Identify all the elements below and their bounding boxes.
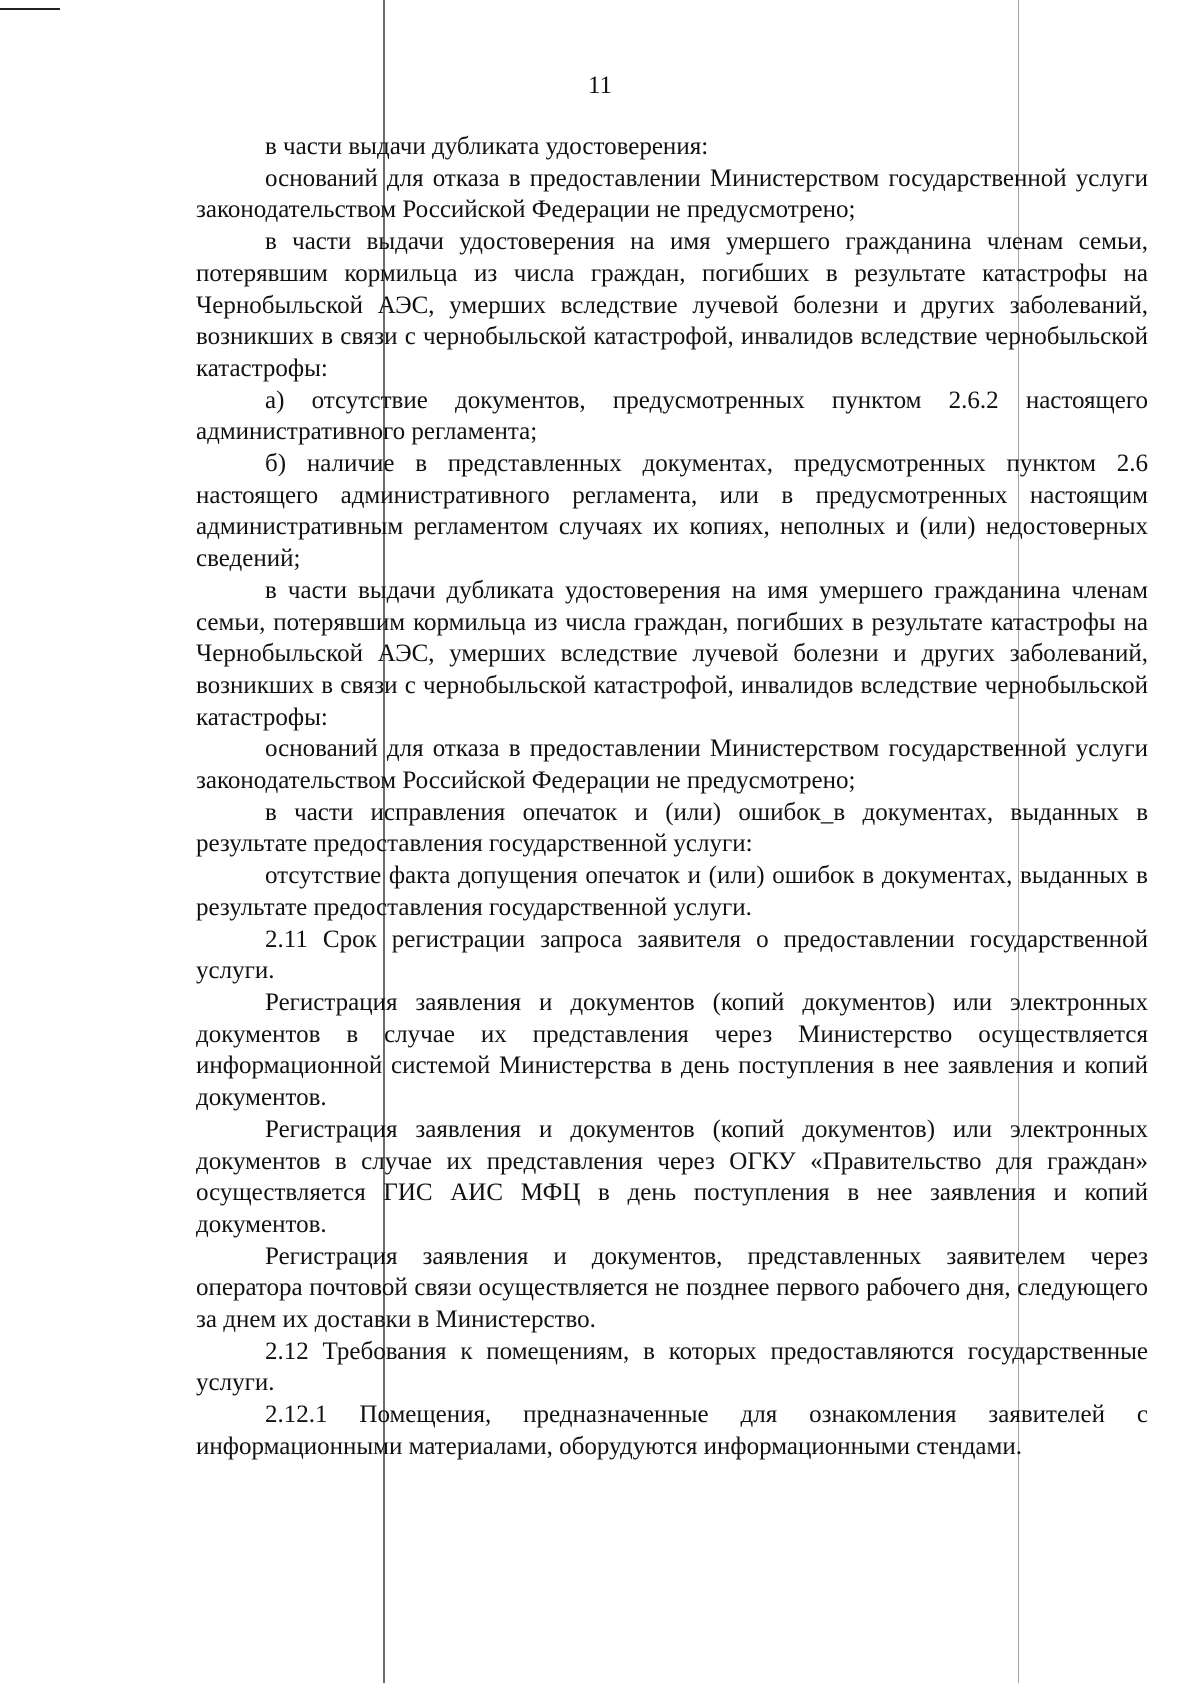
paragraph: оснований для отказа в предоставлении Министерством государственной услуги законодательством Российской Федерации не предусмотрено; [196, 164, 1148, 224]
paragraph: оснований для отказа в предоставлении Министерством государственной услуги законодательством Российской Федерации не предусмотрено; [196, 735, 1148, 795]
section-heading: 2.11 Срок регистрации запроса заявителя о предоставлении государственной услуги. [196, 925, 1148, 985]
paragraph: в части выдачи дубликата удостоверения: [265, 133, 709, 160]
paragraph: в части выдачи дубликата удостоверения на имя умершего гражданина членам семьи, потерявшим кормильца из числа граждан, погибших в результате катастрофы на Чернобыльской АЭС, умерших вследствие лучевой болезни и других заболеваний, возникших в связи с чернобыльской катастрофой, инвалидов вследствие чернобыльской катастрофы: [196, 576, 1148, 731]
paragraph: в части выдачи удостоверения на имя умершего гражданина членам семьи, потерявшим кормильца из числа граждан, погибших в результате катастрофы на Чернобыльской АЭС, умерших вследствие лучевой болезни и других заболеваний, возникших в связи с чернобыльской катастрофой, инвалидов вследствие чернобыльской катастрофы: [196, 228, 1148, 382]
paragraph: Регистрация заявления и документов, представленных заявителем через оператора почтовой связи осуществляется не позднее первого рабочего дня, следующего за днем их доставки в Министерство. [196, 1242, 1148, 1334]
paragraph: 2.12.1 Помещения, предназначенные для ознакомления заявителей с информационными материалами, оборудуются информационными стендами. [196, 1401, 1148, 1460]
paragraph: отсутствие факта допущения опечаток и (или) ошибок в документах, выданных в результате предоставления государственной услуги. [196, 862, 1148, 921]
section-heading: 2.12 Требования к помещениям, в которых предоставляются государственные услуги. [196, 1337, 1148, 1397]
scan-edge-mark [0, 8, 60, 10]
body-text [196, 131, 1148, 1463]
paragraph: Регистрация заявления и документов (копий документов) или электронных документов в случае их представления через Министерство осуществляется информационной системой Министерства в день поступления в нее заявления и копий документов. [196, 988, 1148, 1112]
page-number: 11 [587, 72, 613, 99]
paragraph: а) отсутствие документов, предусмотренных пунктом 2.6.2 настоящего административного регламента; [196, 386, 1148, 446]
paragraph: в части исправления опечаток и (или) ошибок_в документах, выданных в результате предоставления государственной услуги: [196, 798, 1148, 858]
paragraph: б) наличие в представленных документах, предусмотренных пунктом 2.6 настоящего административного регламента, или в предусмотренных настоящим административным регламентом случаях их копиях, неполных и (или) недостоверных сведений; [196, 450, 1148, 573]
paragraph: Регистрация заявления и документов (копий документов) или электронных документов в случае их представления через ОГКУ «Правительство для граждан» осуществляется ГИС АИС МФЦ в день поступления в нее заявления и копий документов. [196, 1115, 1148, 1238]
